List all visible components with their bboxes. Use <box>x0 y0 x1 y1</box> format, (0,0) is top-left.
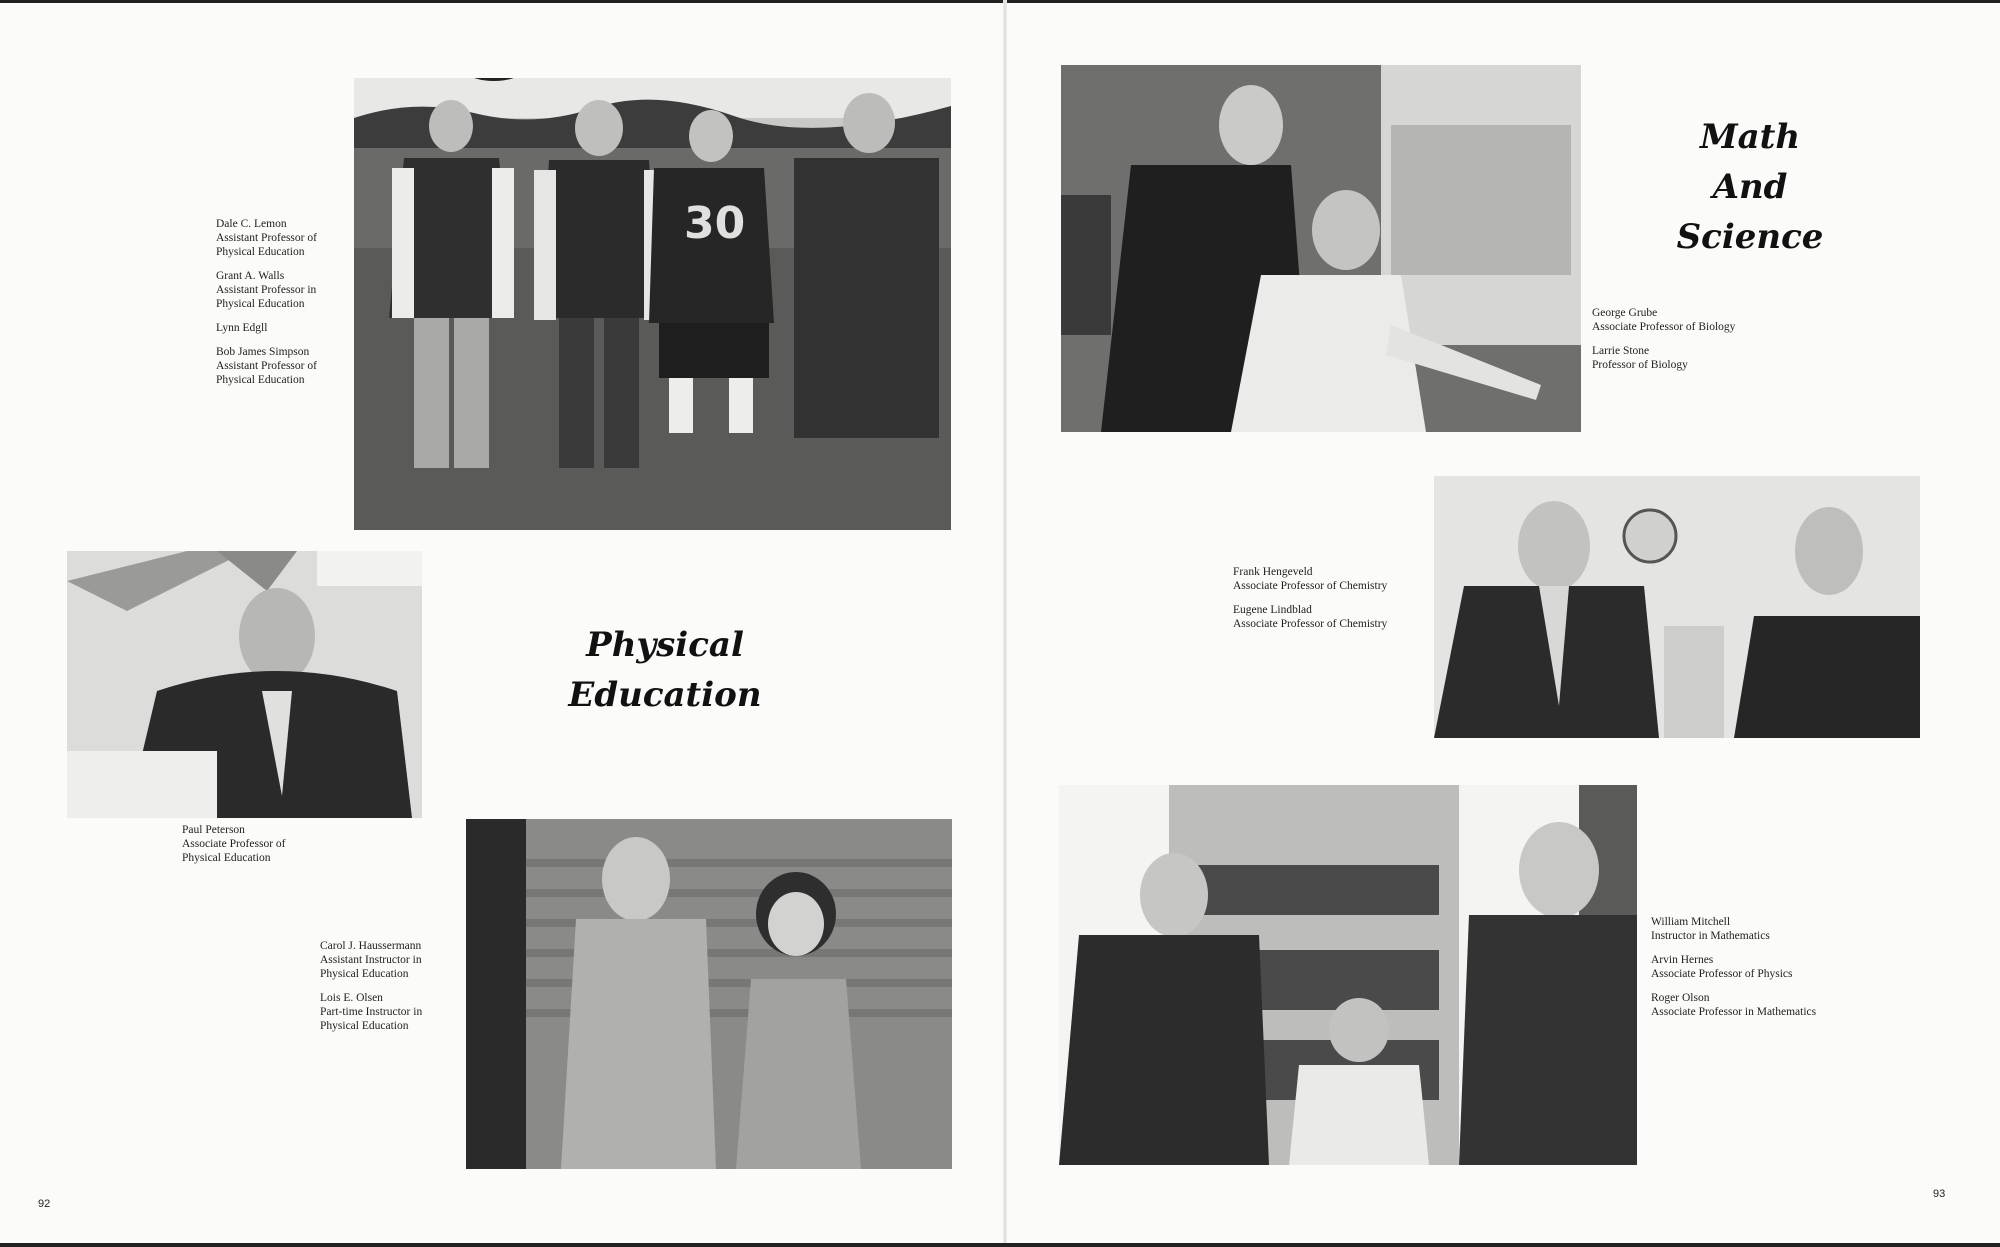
caption-title: Physical Education <box>216 298 305 310</box>
page-number-right: 93 <box>1933 1188 1946 1200</box>
caption-title: Associate Professor of Chemistry <box>1233 618 1388 630</box>
caption-entry <box>1651 915 1816 943</box>
math-physics-photo <box>1059 785 1637 1165</box>
biology-caption <box>1592 306 1735 382</box>
caption-entry <box>320 991 422 1033</box>
caption-title: Associate Professor in Mathematics <box>1651 1006 1817 1018</box>
peterson-caption <box>182 823 285 875</box>
caption-name: Dale C. Lemon <box>216 218 287 230</box>
caption-title: Physical Education <box>216 374 305 386</box>
caption-title: Associate Professor of Chemistry <box>1233 580 1388 592</box>
caption-title: Professor of Biology <box>1592 359 1688 371</box>
caption-name: Paul Peterson <box>182 824 245 836</box>
section-heading-physical-education <box>540 620 790 720</box>
bottom-edge <box>0 1243 2000 1247</box>
women-instructors-caption <box>320 939 422 1043</box>
caption-name: Lynn Edgll <box>216 322 268 334</box>
chemistry-caption <box>1233 565 1387 641</box>
heading-line: Physical <box>586 625 744 665</box>
caption-name: Grant A. Walls <box>216 270 285 282</box>
peterson-photo <box>67 551 422 818</box>
caption-name: Carol J. Haussermann <box>320 940 422 952</box>
caption-entry <box>1592 344 1735 372</box>
math-physics-caption <box>1651 915 1816 1029</box>
caption-title: Associate Professor of Biology <box>1592 321 1736 333</box>
caption-name: William Mitchell <box>1651 916 1731 928</box>
page-number-left: 92 <box>38 1198 51 1210</box>
svg-text:30: 30 <box>684 198 746 249</box>
caption-entry <box>182 823 285 865</box>
caption-title: Physical Education <box>320 1020 409 1032</box>
caption-entry <box>1233 603 1387 631</box>
section-heading-math-and-science <box>1630 112 1870 262</box>
caption-title: Physical Education <box>216 246 305 258</box>
heading-line: Math <box>1699 117 1801 157</box>
caption-name: George Grube <box>1592 307 1658 319</box>
top-edge <box>0 0 2000 3</box>
caption-entry <box>320 939 422 981</box>
coaches-group-photo <box>354 78 951 530</box>
chemistry-photo <box>1434 476 1920 738</box>
page-gutter <box>1003 0 1007 1247</box>
caption-entry <box>216 269 317 311</box>
caption-name: Arvin Hernes <box>1651 954 1714 966</box>
caption-entry <box>216 321 317 335</box>
caption-title: Instructor in Mathematics <box>1651 930 1770 942</box>
caption-entry <box>1233 565 1387 593</box>
women-instructors-photo <box>466 819 952 1169</box>
caption-name: Roger Olson <box>1651 992 1710 1004</box>
caption-entry <box>216 345 317 387</box>
caption-entry <box>1592 306 1735 334</box>
caption-title: Assistant Instructor in <box>320 954 422 966</box>
biology-lab-photo <box>1061 65 1581 432</box>
caption-title: Associate Professor of <box>182 838 286 850</box>
caption-name: Larrie Stone <box>1592 345 1650 357</box>
caption-entry <box>1651 953 1816 981</box>
caption-title: Physical Education <box>182 852 271 864</box>
caption-name: Lois E. Olsen <box>320 992 383 1004</box>
caption-entry <box>216 217 317 259</box>
group-photo-caption <box>216 217 317 397</box>
heading-line: And <box>1712 167 1788 207</box>
caption-title: Part-time Instructor in <box>320 1006 423 1018</box>
caption-entry <box>1651 991 1816 1019</box>
caption-name: Frank Hengeveld <box>1233 566 1313 578</box>
caption-name: Eugene Lindblad <box>1233 604 1312 616</box>
caption-name: Bob James Simpson <box>216 346 310 358</box>
heading-line: Education <box>568 675 762 715</box>
caption-title: Assistant Professor of <box>216 232 317 244</box>
caption-title: Assistant Professor in <box>216 284 317 296</box>
caption-title: Physical Education <box>320 968 409 980</box>
caption-title: Associate Professor of Physics <box>1651 968 1793 980</box>
heading-line: Science <box>1676 217 1824 257</box>
caption-title: Assistant Professor of <box>216 360 317 372</box>
